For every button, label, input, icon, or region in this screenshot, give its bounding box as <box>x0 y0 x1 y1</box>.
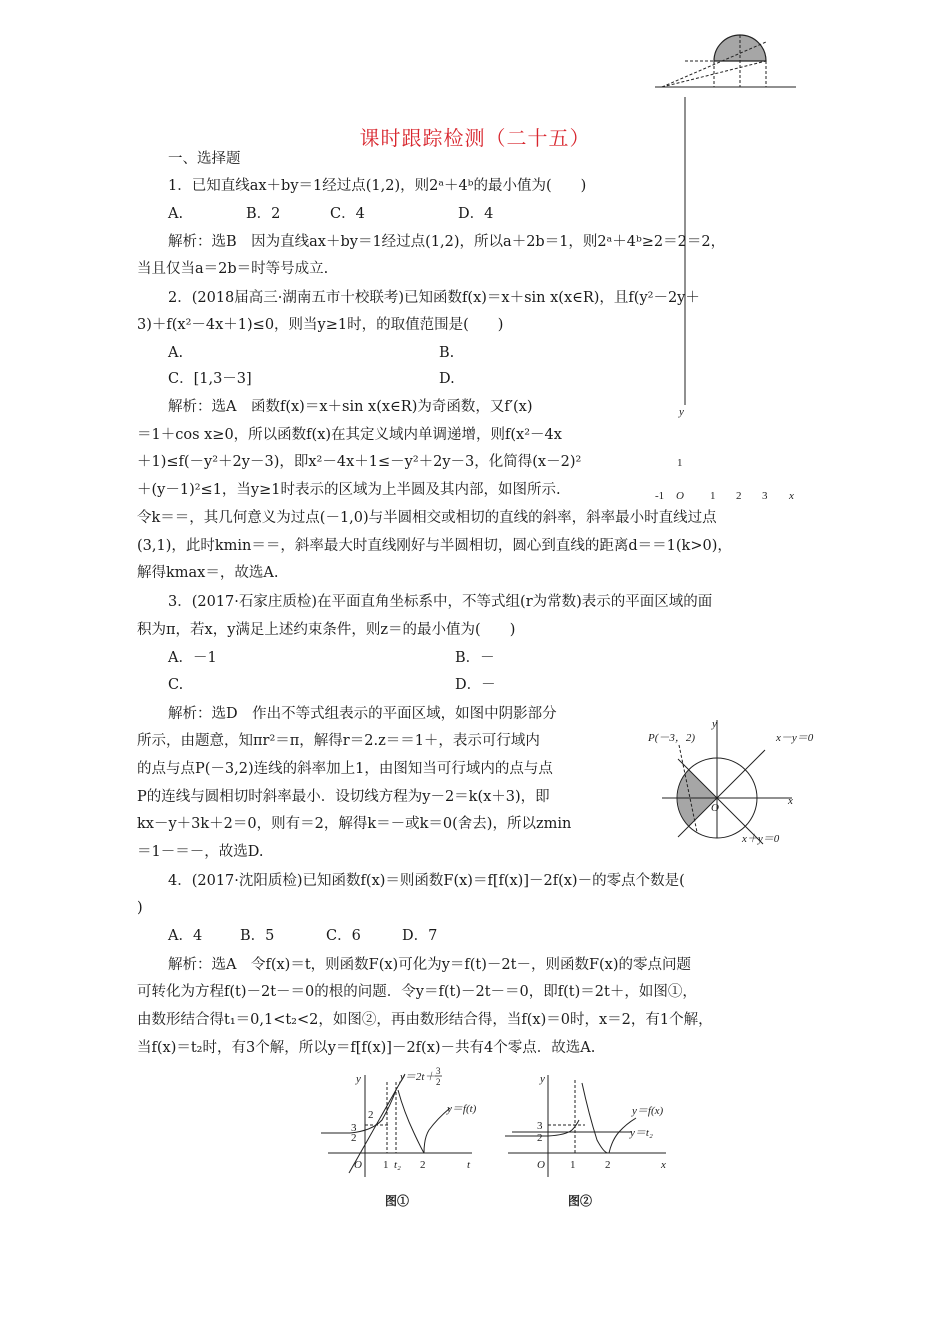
page-title: 课时跟踪检测（二十五） <box>359 126 591 150</box>
tick-x2: 2 <box>736 490 742 502</box>
y-axis-label: y <box>712 718 717 730</box>
tick-2: 2 <box>351 1132 357 1144</box>
x-label: x <box>661 1159 666 1171</box>
q2-solution-line: 令k＝＝，其几何意义为过点(－1,0)与半圆相交或相切的直线的斜率，斜率最小时直线过点 <box>137 510 717 526</box>
tick-1: 1 <box>570 1159 576 1171</box>
q1-solution-line: 当且仅当a＝2b＝时等号成立. <box>137 261 329 277</box>
q2-solution-line: ＝1＋cos x≥0，所以函数f(x)在其定义域内单调递增，则f(x²－4x <box>137 427 562 443</box>
section-heading: 一、选择题 <box>168 151 241 167</box>
q3-option-c: C. <box>168 677 184 693</box>
figure-1 <box>315 1066 485 1211</box>
q4-option-b: B．5 <box>240 928 275 944</box>
tick-1: 1 <box>383 1159 389 1171</box>
curve-label: y＝f(x) <box>632 1105 664 1117</box>
q3-stem-line: 3．(2017·石家庄质检)在平面直角坐标系中，不等式组(r为常数)表示的平面区域的面 <box>168 594 713 610</box>
q3-option-b: B．－ <box>455 650 495 666</box>
tick-x3: 3 <box>762 490 768 502</box>
q4-solution-line: 可转化为方程f(t)－2t－＝0的根的问题．令y＝f(t)－2t－＝0，即f(t)＝2t＋，如图①， <box>137 984 697 1000</box>
q3-solution-line: kx－y＋3k＋2＝0，则有＝2，解得k＝－或k＝0(舍去)，所以zmin <box>137 816 572 832</box>
tick-2: 2 <box>537 1132 543 1144</box>
origin-label: O <box>537 1159 545 1171</box>
q3-solution-line: 解析：选D 作出不等式组表示的平面区域，如图中阴影部分 <box>168 706 557 722</box>
curve-label: y＝f(t) <box>447 1103 477 1115</box>
q2-option-b: B. <box>439 345 455 361</box>
q4-stem-line: ) <box>137 900 143 916</box>
q1-stem: 1．已知直线ax＋by＝1经过点(1,2)，则2ᵃ＋4ᵇ的最小值为( ) <box>168 178 587 194</box>
q4-stem-line: 4．(2017·沈阳质检)已知函数f(x)＝则函数F(x)＝f[f(x)]－2f(x)－的零点个数是( <box>168 873 685 889</box>
q3-solution-line: ＝1－＝－，故选D. <box>137 844 264 860</box>
y-axis-label: y <box>679 406 684 418</box>
frac-den: 2 <box>436 1077 441 1087</box>
frac-num: 3 <box>436 1066 441 1076</box>
line1-label: x－y＝0 <box>776 732 814 744</box>
q2-solution-line: (3,1)，此时kmin＝＝，斜率最大时直线刚好与半圆相切，圆心到直线的距离d＝＝1(k>0)， <box>137 538 732 554</box>
left-branch <box>321 1090 396 1133</box>
q2-solution-line: 解得kmax＝，故选A. <box>137 565 279 581</box>
q1-option-c: C．4 <box>330 206 365 222</box>
q3-solution-line: 所示，由题意，知πr²＝π，解得r＝2.z＝＝1＋，表示可行域内 <box>137 733 540 749</box>
q4-option-c: C．6 <box>326 928 361 944</box>
line2-label: x＋y＝0 <box>742 833 780 845</box>
figure-2 <box>500 1066 670 1211</box>
q4-solution-line: 当f(x)＝t₂时，有3个解，所以y＝f[f(x)]－2f(x)－共有4个零点．故选A. <box>137 1040 596 1056</box>
q2-solution-line: ＋1)≤f(－y²＋2y－3)，即x²－4x＋1≤－y²＋2y－3，化简得(x－2)² <box>137 454 582 470</box>
q2-option-a: A. <box>168 345 184 361</box>
q4-option-a: A．4 <box>168 928 203 944</box>
q2-option-d: D. <box>439 371 455 387</box>
tick-3: 3 <box>351 1122 357 1134</box>
caption: 图① <box>385 1194 410 1208</box>
q3-stem-line: 积为π，若x，y满足上述约束条件，则z＝的最小值为( ) <box>137 622 516 638</box>
q3-option-a: A．－1 <box>168 650 217 666</box>
line-label: y＝2t＋ <box>400 1071 436 1083</box>
q2-solution-line: ＋(y－1)²≤1，当y≥1时表示的区域为上半圆及其内部，如图所示. <box>137 482 561 498</box>
t-label: t <box>467 1159 471 1171</box>
y-label: y <box>540 1073 545 1085</box>
origin-label: O <box>676 490 684 502</box>
tick-x2: 2 <box>420 1159 426 1171</box>
tick-x-neg1: -1 <box>655 490 665 502</box>
origin-label: O <box>711 802 719 814</box>
line-label: y＝t₂ <box>630 1127 653 1139</box>
tick-t2: t₂ <box>394 1159 401 1171</box>
q2-stem-line: 2．(2018届高三·湖南五市十校联考)已知函数f(x)＝x＋sin x(x∈R)，且f(y²－2y＋ <box>168 290 700 306</box>
q1-option-d: D．4 <box>458 206 494 222</box>
point-p-label: P(－3，2) <box>648 732 696 744</box>
origin-label: O <box>354 1159 362 1171</box>
q3-option-d: D．－ <box>455 677 496 693</box>
q2-solution-line: 解析：选A 函数f(x)＝x＋sin x(x∈R)为奇函数，又f′(x) <box>168 399 533 415</box>
x-axis-label: x <box>788 795 793 807</box>
q4-solution-line: 解析：选A 令f(x)＝t，则函数F(x)可化为y＝f(t)－2t－，则函数F(x)的零点问题 <box>168 957 692 973</box>
q1-option-a: A. <box>168 206 184 222</box>
q3-solution-line: P的连线与圆相切时斜率最小．设切线方程为y－2＝k(x＋3)，即 <box>137 789 550 805</box>
x-axis-label: x <box>789 490 794 502</box>
caption: 图② <box>568 1194 593 1208</box>
q1-option-b: B．2 <box>246 206 281 222</box>
y-label: y <box>356 1073 361 1085</box>
tick-2b: 2 <box>368 1109 374 1121</box>
q3-solution-line: 的点与点P(－3,2)连线的斜率加上1，由图知当可行域内的点与点 <box>137 761 553 777</box>
right-decay <box>398 1090 424 1153</box>
q2-option-c: C．[1,3－3] <box>168 371 252 387</box>
right-decay <box>582 1083 608 1153</box>
q4-solution-line: 由数形结合得t₁＝0,1<t₂<2，如图②，再由数形结合得，当f(x)＝0时，x＝2，有1个解， <box>137 1012 713 1028</box>
q2-semicircle-figure <box>653 402 803 502</box>
tick-y1: 1 <box>677 457 683 469</box>
tick-x1: 1 <box>710 490 716 502</box>
q4-option-d: D．7 <box>402 928 438 944</box>
tick-3: 3 <box>537 1120 543 1132</box>
q1-solution-line: 解析：选B 因为直线ax＋by＝1经过点(1,2)，所以a＋2b＝1，则2ᵃ＋4ᵇ≥2＝2＝2， <box>168 234 726 250</box>
q3-circle-figure <box>645 712 814 845</box>
q2-stem-line: 3)＋f(x²－4x＋1)≤0，则当y≥1时，的取值范围是( ) <box>137 317 504 333</box>
tick-x2: 2 <box>605 1159 611 1171</box>
